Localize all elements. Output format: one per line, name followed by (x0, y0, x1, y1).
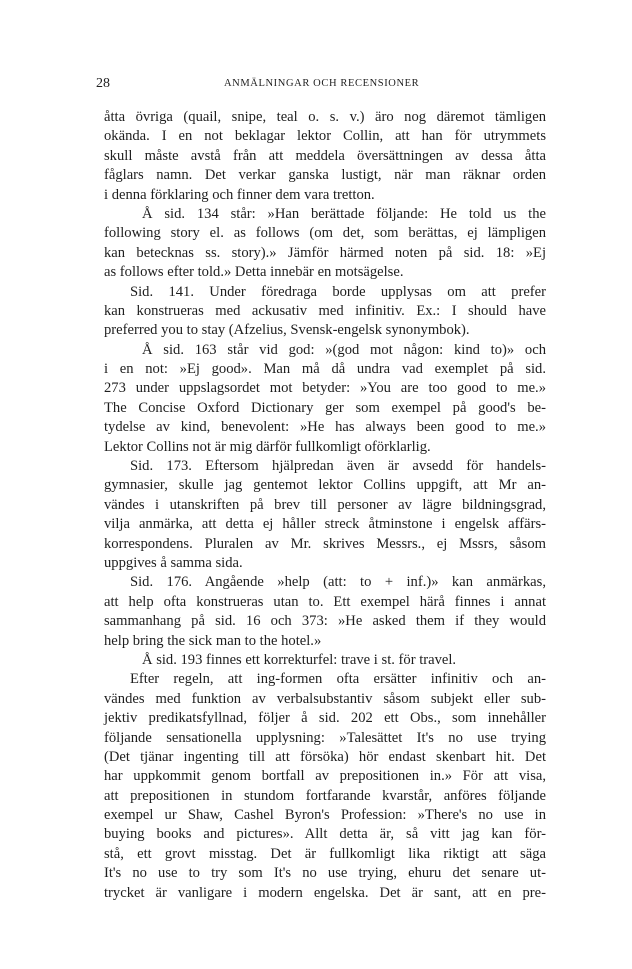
text-line: The Concise Oxford Dictionary ger som exempel på good's be- (104, 399, 546, 416)
text-line: tydelse av kind, benevolent: »He has always been good to me.» (104, 419, 546, 436)
text-line: Efter regeln, att ing-formen ofta ersätter infinitiv och an- (130, 671, 546, 688)
text-line: (Det tjänar ingenting till att försöka) hör endast skenbart hit. Det (104, 748, 546, 765)
text-line: gymnasier, skulle jag gentemot lektor Collins uppgift, att Mr an- (104, 477, 546, 494)
text-line: Å sid. 134 står: »Han berättade följande: He told us the (142, 205, 546, 222)
text-line: preferred you to stay (Afzelius, Svensk-engelsk synonymbok). (104, 322, 470, 339)
text-line: vändes med funktion av verbalsubstantiv såsom subjekt eller sub- (104, 690, 546, 707)
text-line: Sid. 176. Angående »help (att: to + inf.)» kan anmärkas, (130, 574, 546, 591)
text-line: okända. I en not beklagar lektor Collin, att han för utrymmets (104, 128, 546, 145)
text-line: Sid. 141. Under föredraga borde upplysas om att prefer (130, 283, 546, 300)
text-line: Å sid. 163 står vid god: »(god mot någon: kind to)» och (142, 341, 546, 358)
text-line: fåglars namn. Det verkar ganska lustigt, när man räknar orden (104, 167, 546, 184)
text-line: korrespondens. Pluralen av Mr. skrives Messrs., ej Mssrs, såsom (104, 535, 546, 552)
text-line: jektiv predikatsfyllnad, följer å sid. 202 ett Obs., som innehåller (104, 710, 546, 727)
text-line: Å sid. 193 finnes ett korrekturfel: trave i st. för travel. (142, 651, 457, 668)
text-line: as follows efter told.» Detta innebär en motsägelse. (104, 264, 404, 281)
text-line: i en not: »Ej good». Man må då undra vad exemplet på sid. (104, 361, 546, 378)
text-line: help bring the sick man to the hotel.» (104, 632, 322, 649)
text-line: följande sensationella upplysning: »Talesättet It's no use trying (104, 729, 546, 746)
text-line: åtta övriga (quail, snipe, teal o. s. v.) äro nog däremot tämligen (104, 109, 546, 125)
text-line: Sid. 173. Eftersom hjälpredan även är avsedd för handels- (130, 458, 546, 475)
text-line: skull måste avstå från att meddela översättningen av dessa åtta (104, 147, 546, 164)
text-line: uppgives å samma sida. (104, 554, 243, 571)
text-line: kan betecknas ss. story).» Jämför härmed noten på sid. 18: »Ej (104, 244, 546, 261)
text-line: i denna förklaring och finner dem vara tretton. (104, 186, 375, 203)
text-line: 273 under uppslagsordet mot betyder: »You are too good to me.» (104, 380, 546, 397)
text-line: sammanhang på sid. 16 och 373: »He asked them if they would (104, 613, 546, 630)
running-title: ANMÄLNINGAR OCH RECENSIONER (224, 78, 420, 89)
text-line: It's no use to try som It's no use trying, ehuru det senare ut- (104, 865, 546, 882)
text-line: vilja anmärka, att detta ej håller streck åtminstone i engelsk affärs- (104, 516, 546, 533)
text-line: har uppkommit genom bortfall av prepositionen in.» För att visa, (104, 768, 546, 785)
text-line: att help ofta konstrueras utan to. Ett exempel härå finnes i annat (104, 593, 546, 610)
text-line: following story el. as follows (om det, som berättas, ej lämpligen (104, 225, 546, 242)
text-line: att prepositionen in stundom fortfarande kvarstår, anföres följande (104, 787, 546, 804)
text-line: exempel ur Shaw, Cashel Byron's Profession: »There's no use in (104, 807, 546, 824)
body-text (104, 108, 546, 903)
text-line: vändes i utanskriften på brev till personer av lägre bildningsgrad, (104, 496, 546, 513)
page-number: 28 (96, 76, 110, 91)
text-line: buying books and pictures». Allt detta är, så vitt jag kan för- (104, 826, 546, 843)
running-header (96, 76, 552, 96)
text-line: stå, ett grovt misstag. Det är fullkomligt lika riktigt att säga (104, 845, 546, 862)
text-line: trycket är vanligare i modern engelska. Det är sant, att en pre- (104, 884, 546, 901)
text-line: kan konstrueras med ackusativ med infinitiv. Ex.: I should have (104, 302, 546, 319)
text-line: Lektor Collins not är mig därför fullkomligt oförklarlig. (104, 438, 431, 455)
